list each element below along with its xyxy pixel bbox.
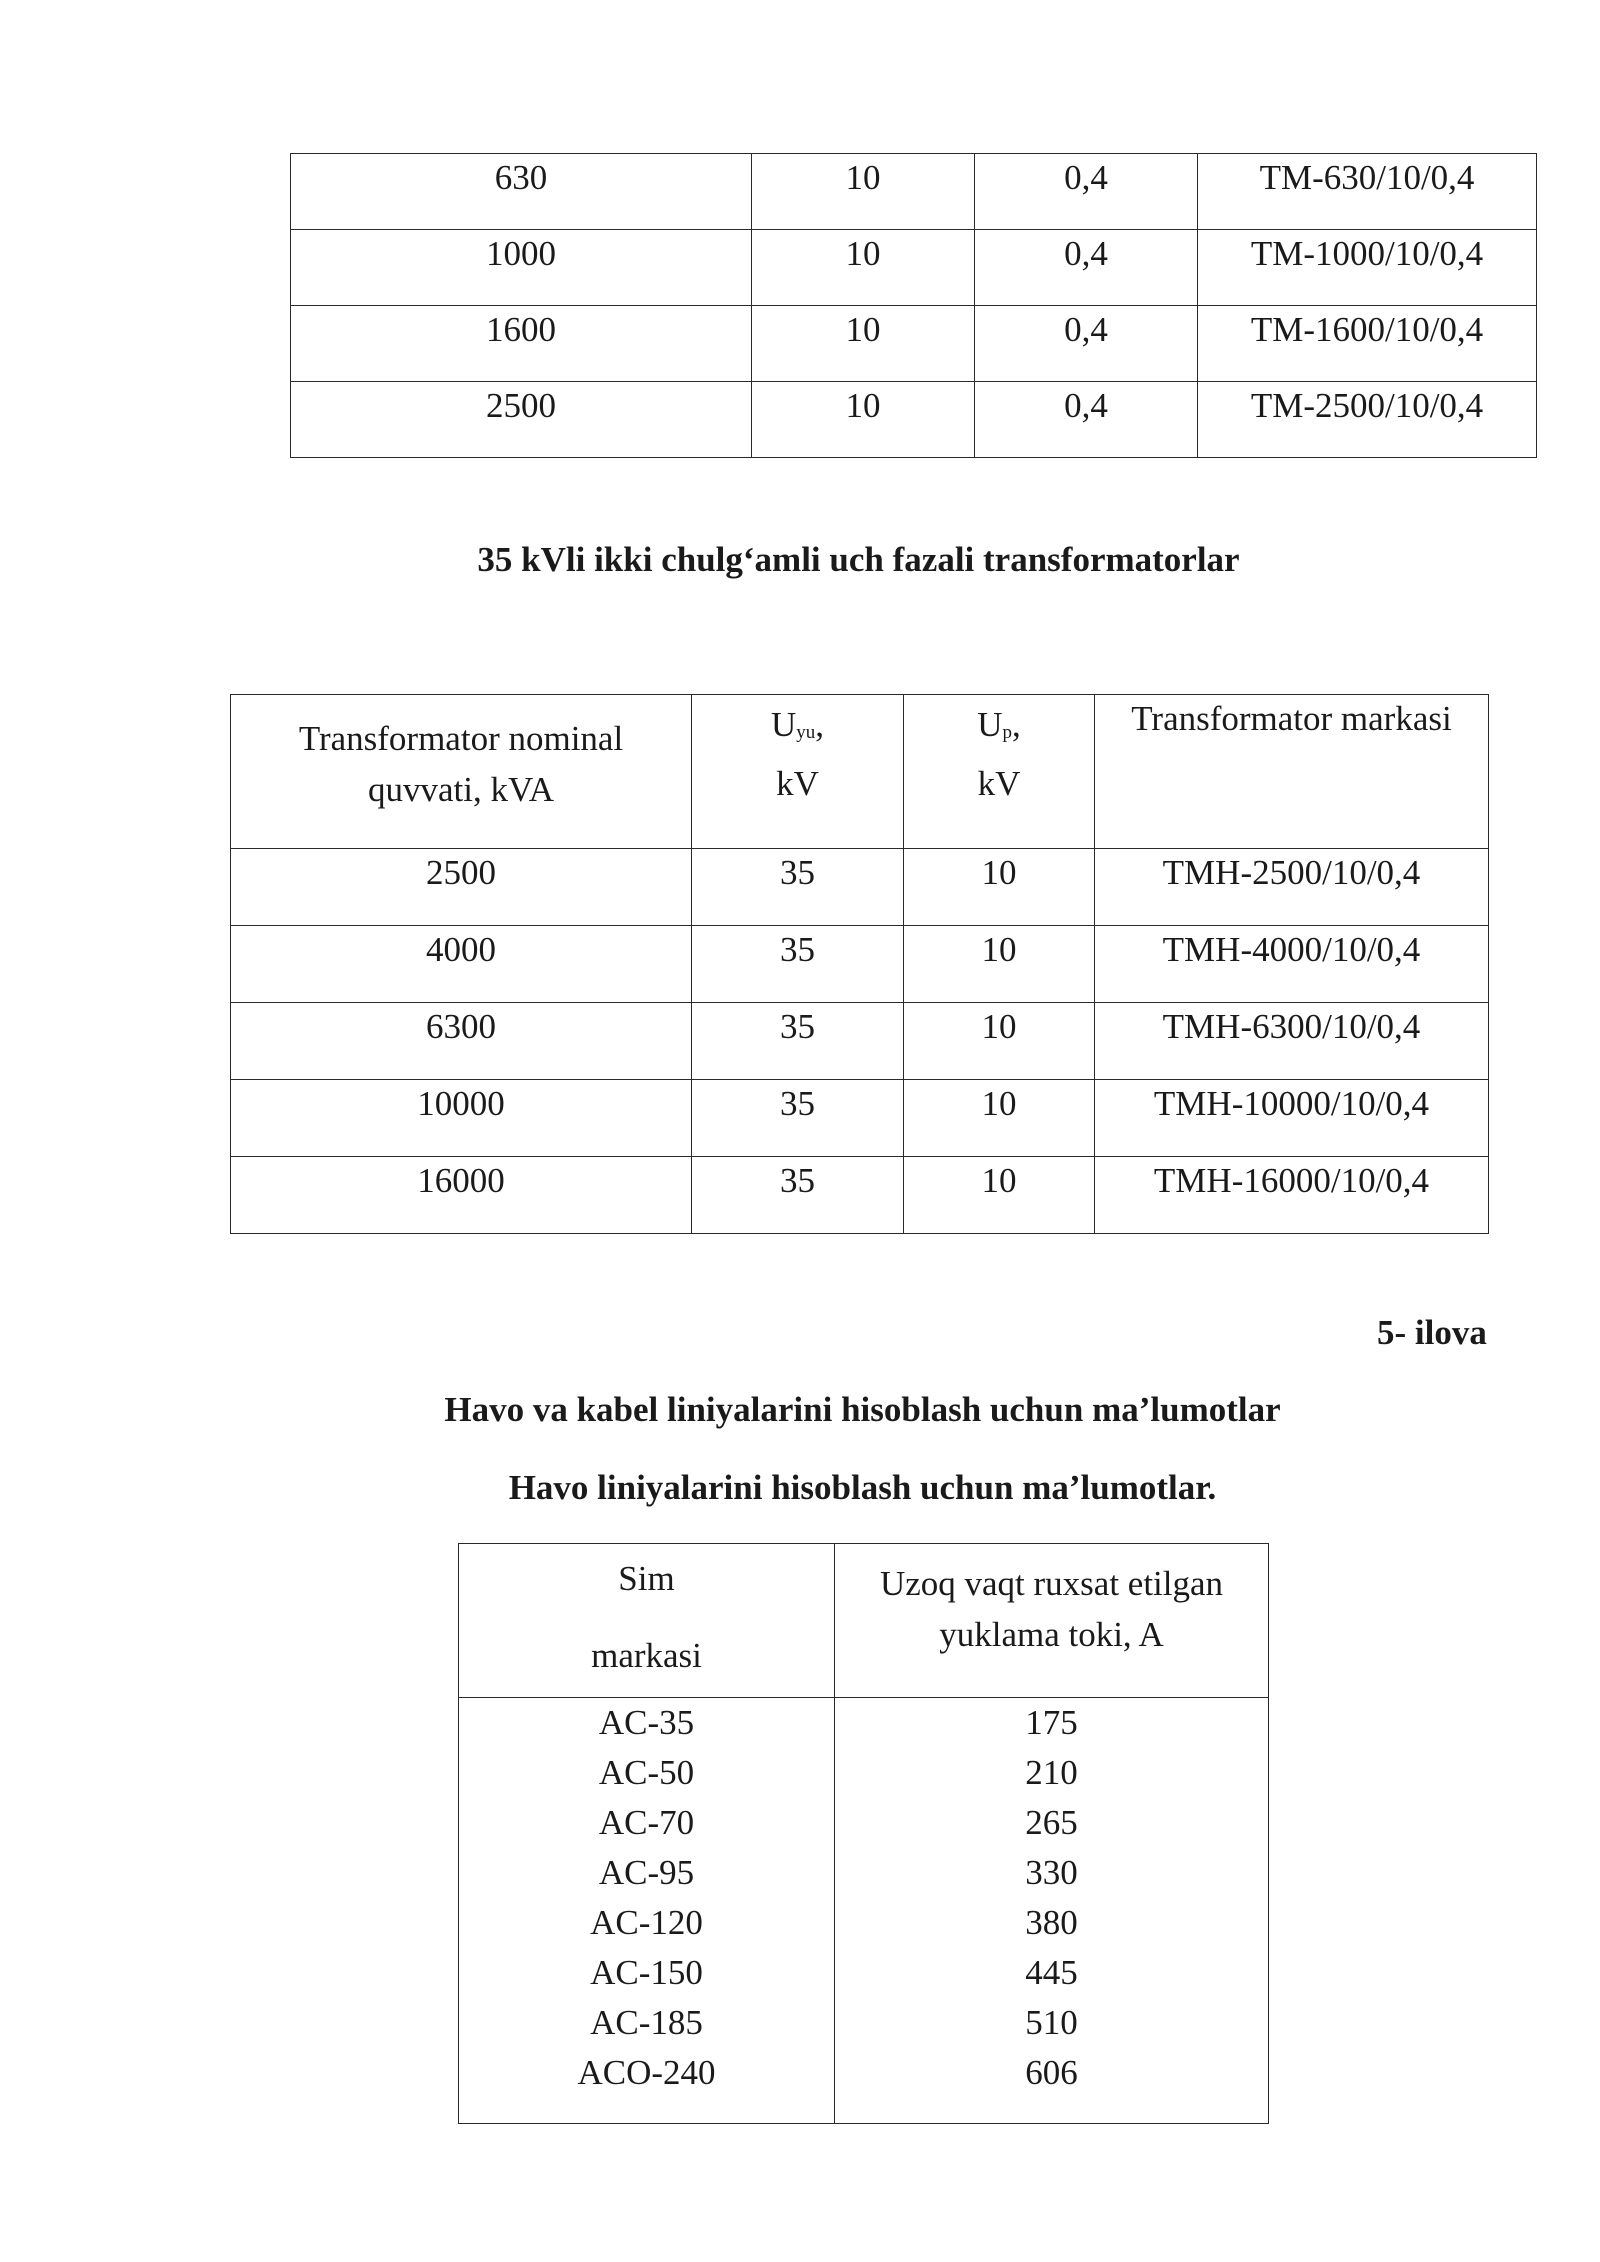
model-cell: TMH-2500/10/0,4 <box>1095 849 1489 926</box>
model-header-label: Transformator markasi <box>1131 699 1452 738</box>
voltage-low-cell: 10 <box>904 1080 1095 1157</box>
nominal-power-header-line1: Transformator nominal <box>298 719 624 758</box>
current-header-line1: Uzoq vaqt ruxsat etilgan <box>879 1564 1224 1603</box>
power-cell: 6300 <box>231 1003 692 1080</box>
wire-brand: AC-95 <box>598 1853 695 1892</box>
voltage-low-comma: , <box>1012 705 1021 744</box>
nominal-power-header-line2: quvvati, kVA <box>367 770 555 809</box>
wire-brand-cell <box>459 1698 835 2124</box>
voltage-low-subscript: p <box>1002 722 1013 743</box>
voltage-low-cell: 10 <box>904 849 1095 926</box>
table-row <box>291 306 1537 382</box>
current-header <box>835 1544 1269 1698</box>
table-row <box>231 926 1489 1003</box>
current-value: 265 <box>1025 1803 1078 1842</box>
wire-brand: AC-120 <box>590 1903 703 1942</box>
voltage-low-cell: 0,4 <box>975 230 1198 306</box>
power-cell: 2500 <box>231 849 692 926</box>
appendix-label: 5- ilova <box>1377 1313 1487 1352</box>
wire-brand-header <box>459 1544 835 1698</box>
voltage-high-header <box>692 695 904 849</box>
voltage-low-cell: 0,4 <box>975 306 1198 382</box>
overhead-wire-table <box>458 1543 1269 2124</box>
wire-brand: AC-185 <box>590 2003 703 2042</box>
wire-brand: AC-150 <box>590 1953 703 1992</box>
current-value: 175 <box>1025 1703 1078 1742</box>
section-subheading-overhead: Havo liniyalarini hisoblash uchun ma’lumotlar. <box>508 1468 1217 1507</box>
power-cell: 1000 <box>291 230 752 306</box>
voltage-high-unit: kV <box>776 764 819 803</box>
model-cell: TM-2500/10/0,4 <box>1198 382 1537 458</box>
power-cell: 4000 <box>231 926 692 1003</box>
table-header-row <box>231 695 1489 849</box>
model-cell: TM-630/10/0,4 <box>1198 154 1537 230</box>
model-cell: TMH-4000/10/0,4 <box>1095 926 1489 1003</box>
power-cell: 630 <box>291 154 752 230</box>
table-row <box>291 230 1537 306</box>
model-cell: TMH-10000/10/0,4 <box>1095 1080 1489 1157</box>
table-header-row <box>459 1544 1269 1698</box>
table-row <box>231 1080 1489 1157</box>
table-row <box>291 382 1537 458</box>
voltage-high-cell: 10 <box>752 306 975 382</box>
power-cell: 1600 <box>291 306 752 382</box>
voltage-high-cell: 35 <box>692 1080 904 1157</box>
voltage-high-subscript: yu <box>796 722 816 743</box>
wire-brand: AC-50 <box>598 1753 695 1792</box>
voltage-low-cell: 10 <box>904 926 1095 1003</box>
current-cell <box>835 1698 1269 2124</box>
power-cell: 16000 <box>231 1157 692 1234</box>
current-value: 210 <box>1025 1753 1078 1792</box>
current-value: 606 <box>1025 2053 1078 2092</box>
voltage-low-cell: 10 <box>904 1003 1095 1080</box>
nominal-power-header <box>231 695 692 849</box>
wire-brand: AC-35 <box>598 1703 695 1742</box>
model-cell: TMH-6300/10/0,4 <box>1095 1003 1489 1080</box>
table-row <box>231 1157 1489 1234</box>
voltage-low-symbol: U <box>977 705 1003 744</box>
table-row <box>291 154 1537 230</box>
voltage-low-unit: kV <box>977 764 1021 803</box>
voltage-high-cell: 10 <box>752 230 975 306</box>
table-row <box>459 1698 1269 2124</box>
current-value: 380 <box>1025 1903 1078 1942</box>
voltage-low-header <box>904 695 1095 849</box>
voltage-high-cell: 35 <box>692 1157 904 1234</box>
model-cell: TM-1600/10/0,4 <box>1198 306 1537 382</box>
wire-brand-header-line2: markasi <box>591 1636 702 1675</box>
wire-brand: AC-70 <box>598 1803 695 1842</box>
transformer-10kv-table <box>290 153 1537 458</box>
voltage-high-cell: 35 <box>692 1003 904 1080</box>
section-heading-lines: Havo va kabel liniyalarini hisoblash uchun ma’lumotlar <box>444 1390 1281 1429</box>
voltage-low-cell: 0,4 <box>975 382 1198 458</box>
current-header-line2: yuklama toki, A <box>939 1615 1164 1654</box>
voltage-high-comma: , <box>815 705 825 744</box>
wire-brand-header-line1: Sim <box>618 1559 675 1598</box>
current-value: 330 <box>1025 1853 1078 1892</box>
table-row <box>231 849 1489 926</box>
voltage-high-cell: 10 <box>752 382 975 458</box>
current-value: 445 <box>1025 1953 1078 1992</box>
section-heading-35kv: 35 kVli ikki chulg‘amli uch fazali transformatorlar <box>477 540 1240 579</box>
table-row <box>231 1003 1489 1080</box>
current-value: 510 <box>1025 2003 1078 2042</box>
voltage-high-symbol: U <box>770 705 797 744</box>
voltage-high-cell: 35 <box>692 849 904 926</box>
power-cell: 2500 <box>291 382 752 458</box>
voltage-high-cell: 35 <box>692 926 904 1003</box>
model-cell: TM-1000/10/0,4 <box>1198 230 1537 306</box>
wire-brand: ACO-240 <box>577 2053 716 2092</box>
model-cell: TMH-16000/10/0,4 <box>1095 1157 1489 1234</box>
voltage-high-cell: 10 <box>752 154 975 230</box>
model-header <box>1095 695 1489 849</box>
voltage-low-cell: 10 <box>904 1157 1095 1234</box>
power-cell: 10000 <box>231 1080 692 1157</box>
voltage-low-cell: 0,4 <box>975 154 1198 230</box>
transformer-35kv-table <box>230 694 1489 1234</box>
